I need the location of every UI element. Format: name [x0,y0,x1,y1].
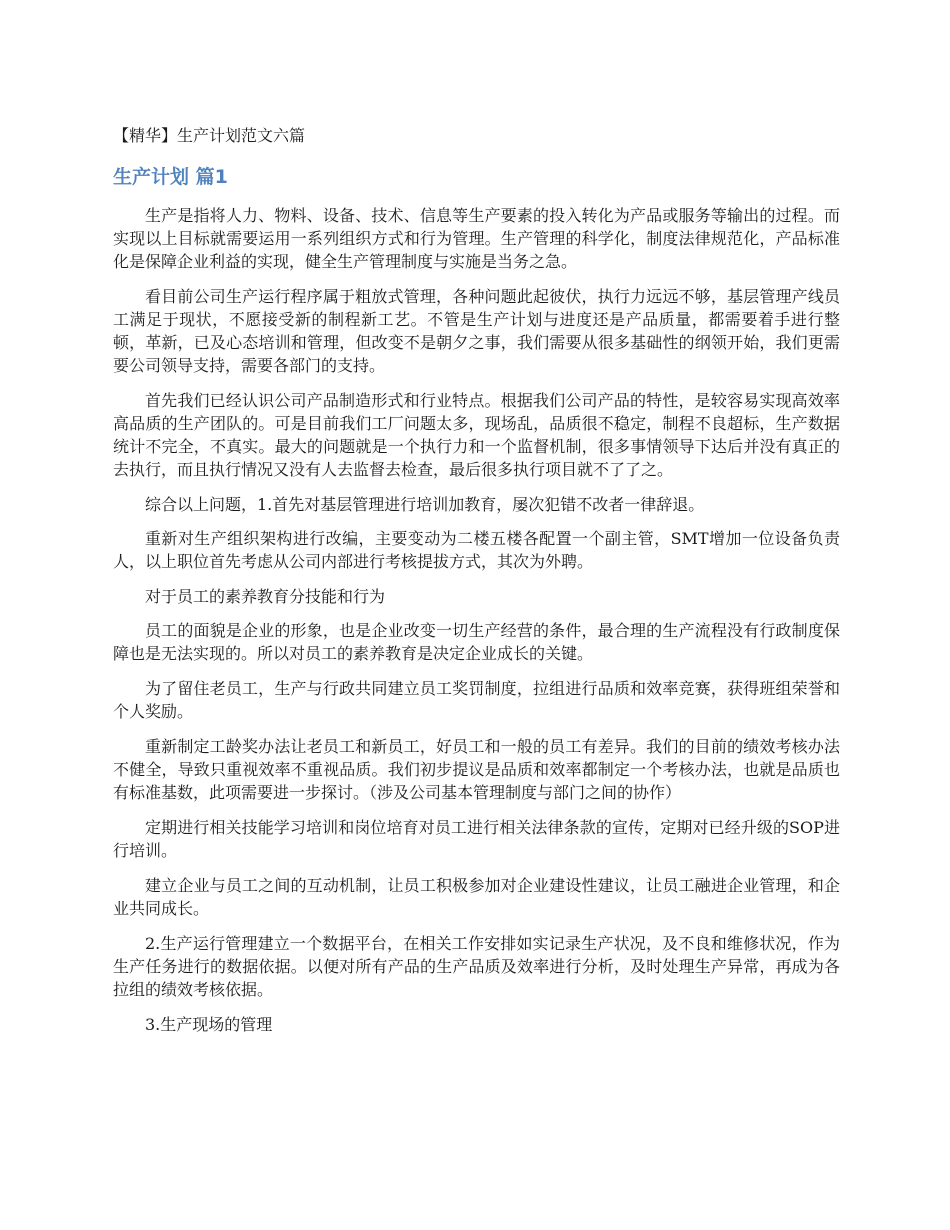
paragraph-11: 建立企业与员工之间的互动机制，让员工积极参加对企业建设性建议，让员工融进企业管理，和企业共同成长。 [113,876,840,918]
paragraph-6: 对于员工的素养教育分技能和行为 [145,587,386,606]
document-title: 【精华】生产计划范文六篇 [113,126,306,145]
paragraph-5: 重新对生产组织架构进行改编，主要变动为二楼五楼各配置一个副主管，SMT增加一位设备负责人，以上职位首先考虑从公司内部进行考核提拔方式，其次为外聘。 [113,529,840,571]
paragraph-2: 看目前公司生产运行程序属于粗放式管理，各种问题此起彼伏，执行力远远不够，基层管理产线员工满足于现状，不愿接受新的制程新工艺。不管是生产计划与进度还是产品质量，都需要着手进行整顿，革新，已及心态培训和管理，但改变不是朝夕之事，我们需要从很多基础性的纲领开始，我们更需要公司领导支持，需要各部门的支持。 [113,287,840,375]
paragraph-8: 为了留住老员工，生产与行政共同建立员工奖罚制度，拉组进行品质和效率竞赛，获得班组荣誉和个人奖励。 [113,679,840,721]
paragraph-13: 3.生产现场的管理 [145,1015,273,1034]
paragraph-9: 重新制定工龄奖办法让老员工和新员工，好员工和一般的员工有差异。我们的目前的绩效考核办法不健全，导致只重视效率不重视品质。我们初步提议是品质和效率都制定一个考核办法，也就是品质也有标准基数，此项需要进一步探讨。（涉及公司基本管理制度与部门之间的协作） [113,737,840,802]
paragraph-3: 首先我们已经认识公司产品制造形式和行业特点。根据我们公司产品的特性，是较容易实现高效率高品质的生产团队的。可是目前我们工厂问题太多，现场乱，品质很不稳定，制程不良超标，生产数据统计不完全，不真实。最大的问题就是一个执行力和一个监督机制，很多事情领导下达后并没有真正的去执行，而且执行情况又没有人去监督去检查，最后很多执行项目就不了了之。 [113,391,840,479]
paragraph-7: 员工的面貌是企业的形象，也是企业改变一切生产经营的条件，最合理的生产流程没有行政制度保障也是无法实现的。所以对员工的素养教育是决定企业成长的关键。 [113,621,840,663]
section-heading: 生产计划 篇1 [113,166,228,188]
paragraph-1: 生产是指将人力、物料、设备、技术、信息等生产要素的投入转化为产品或服务等输出的过程。而实现以上目标就需要运用一系列组织方式和行为管理。生产管理的科学化，制度法律规范化，产品标准化是保障企业利益的实现，健全生产管理制度与实施是当务之急。 [113,206,840,271]
document-page [113,124,840,1047]
paragraph-12: 2.生产运行管理建立一个数据平台，在相关工作安排如实记录生产状况，及不良和维修状况，作为生产任务进行的数据依据。以便对所有产品的生产品质及效率进行分析，及时处理生产异常，再成为各拉组的绩效考核依据。 [113,934,840,999]
paragraph-4: 综合以上问题，1.首先对基层管理进行培训加教育，屡次犯错不改者一律辞退。 [145,495,705,514]
paragraph-10: 定期进行相关技能学习培训和岗位培育对员工进行相关法律条款的宣传，定期对已经升级的SOP进行培训。 [113,818,840,860]
